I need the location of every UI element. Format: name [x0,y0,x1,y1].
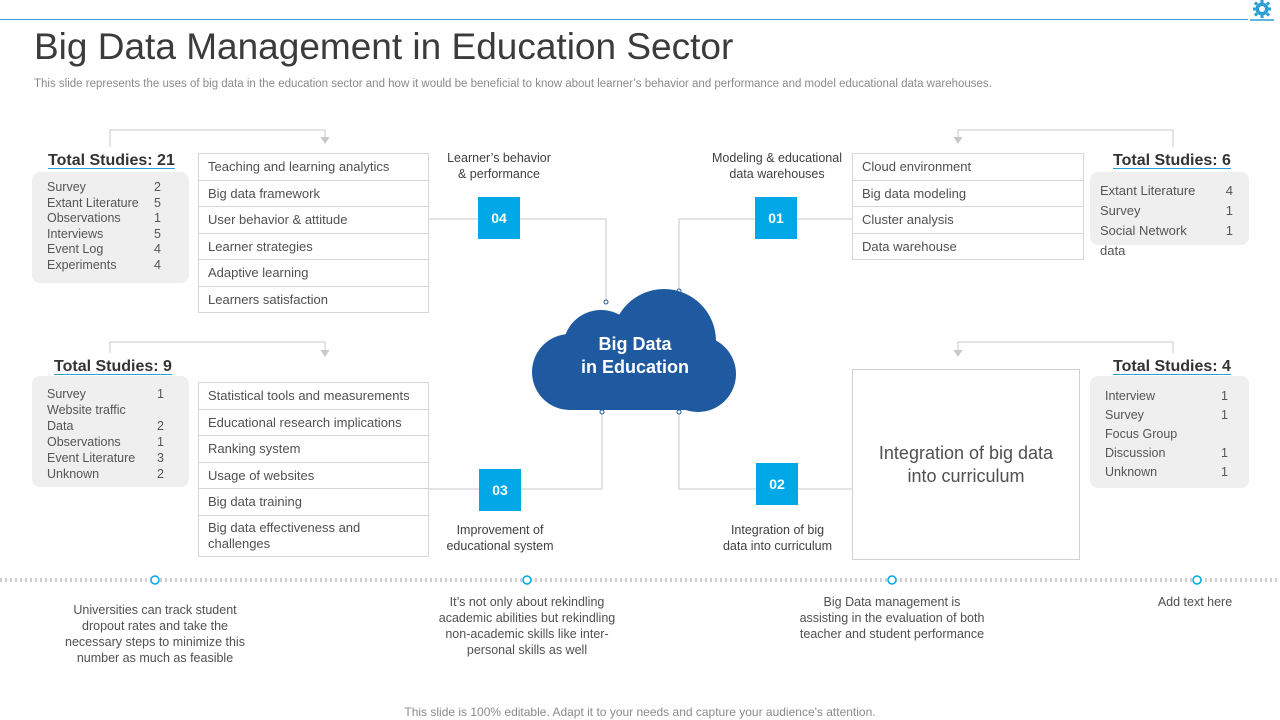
caption-line: Integration of big [730,523,825,537]
timeline-line: assisting in the evaluation of both [799,611,985,625]
timeline-line: Add text here [1157,595,1233,609]
stat-row: Experiments 4 [47,257,161,272]
timeline-line: Big Data management is [823,595,961,609]
timeline-line: academic abilities but rekindling [438,611,616,625]
timeline-line: personal skills as well [466,643,588,657]
caption-educational-system [430,522,570,554]
timeline-line: necessary steps to minimize this [65,635,245,649]
list-item: Big data modeling [853,181,1083,208]
stat-row: Unknown 1 [1105,465,1228,479]
timeline-text-3 [782,594,1002,642]
curriculum-box [852,369,1080,560]
caption-line: Modeling & educational [712,151,842,165]
timeline-line: It’s not only about rekindling [449,595,605,609]
studies-panel-9 [32,376,189,487]
caption-line: & performance [458,167,540,181]
page-subtitle: This slide represents the uses of big data in the education sector and how it would be beneficial to know about learner’s behavior and performance and model educational data warehouses. [34,78,992,90]
caption-curriculum [705,522,850,554]
stat-row: Extant Literature 4 [1100,183,1233,198]
list-item: Learner strategies [199,234,428,261]
badge-02: 02 [756,463,798,505]
stat-row: Focus Group [1105,427,1178,441]
studies-panel-6 [1090,172,1249,258]
timeline-line: number as much as feasible [76,651,234,665]
stat-row: Survey 2 [47,180,161,194]
stat-row: Survey 1 [47,387,164,401]
cloud-label-line1: Big Data [598,334,672,354]
stat-row: Interviews 5 [47,226,161,241]
stat-row: Observations 1 [47,211,161,226]
stat-row: Extant Literature 5 [47,195,161,210]
caption-line: educational system [446,539,554,553]
cloud-label-line2: in Education [581,357,689,377]
curriculum-box-line: into curriculum [907,465,1025,486]
list-learner-behavior [198,153,429,313]
stat-row: Interview 1 [1105,389,1228,403]
list-item: Cloud environment [853,154,1083,181]
curriculum-box-line: Integration of big data [878,442,1054,463]
timeline-line: Universities can track student [73,603,237,617]
list-modeling-warehouses [852,153,1084,260]
stat-row: Data 2 [47,419,164,433]
list-item: Big data training [199,489,428,516]
list-item: Ranking system [199,436,428,463]
caption-line: Improvement of [456,523,544,537]
badge-04: 04 [478,197,520,239]
stat-row: Event Log 4 [47,242,161,257]
caption-learner-behavior [429,150,569,182]
timeline-line: non-academic skills like inter- [445,627,609,641]
list-item: Educational research implications [199,410,428,437]
list-item: Data warehouse [862,239,957,255]
list-educational-system [198,382,429,557]
total-studies-4-heading: Total Studies: 4 [1113,358,1231,375]
stat-row: Website traffic [47,403,126,417]
list-item: Teaching and learning analytics [199,154,428,181]
timeline-line: teacher and student performance [799,627,985,641]
studies-panel-21 [32,172,189,283]
timeline-text-4 [1135,594,1255,610]
list-item: Adaptive learning [199,260,428,287]
timeline-line: dropout rates and take the [82,619,228,633]
caption-line: data warehouses [729,167,825,181]
timeline-text-2 [422,594,632,658]
footer-note: This slide is 100% editable. Adapt it to your needs and capture your audience's attention. [404,705,876,719]
stat-row: Survey 1 [1105,408,1228,422]
caption-line: data into curriculum [722,539,833,553]
stat-row: Unknown 2 [47,467,164,481]
badge-03: 03 [479,469,521,511]
studies-panel-4 [1090,376,1249,488]
list-item: Big data framework [199,181,428,208]
list-item: Learners satisfaction [208,292,328,308]
timeline-text-1 [50,602,260,666]
stat-row: Observations 1 [47,435,164,449]
page-title: Big Data Management in Education Sector [34,26,734,67]
stat-row: Event Literature 3 [47,451,164,465]
stat-row: Discussion 1 [1105,446,1228,460]
list-item: Cluster analysis [853,207,1083,234]
caption-line: Learner’s behavior [447,151,551,165]
list-item: Statistical tools and measurements [199,383,428,410]
list-item: Big data effectiveness and challenges [208,519,361,551]
badge-01: 01 [755,197,797,239]
stat-row: Survey 1 [1100,203,1233,218]
total-studies-21-heading: Total Studies: 21 [48,152,175,169]
list-item: Usage of websites [199,463,428,490]
caption-modeling-warehouses [702,150,852,182]
total-studies-9-heading: Total Studies: 9 [54,358,172,375]
total-studies-6-heading: Total Studies: 6 [1113,152,1231,169]
stat-row: Social Network data 1 [1100,223,1233,258]
list-item: User behavior & attitude [199,207,428,234]
cloud-label [560,333,710,379]
